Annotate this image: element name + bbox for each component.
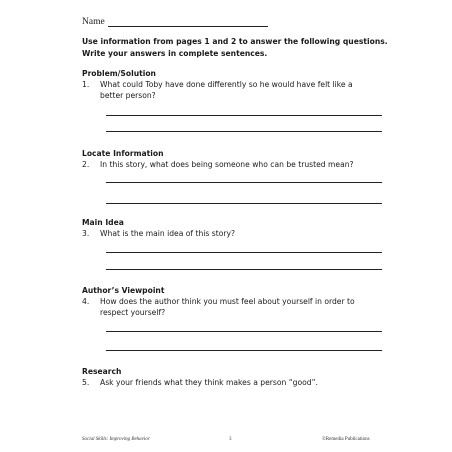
question-4	[82, 296, 392, 318]
question-text-line: What could Toby have done differently so he would have felt like a	[100, 80, 353, 89]
question-text-line: How does the author think you must feel about yourself in order to	[100, 297, 355, 306]
question-text-line: better person?	[100, 91, 156, 100]
section-heading: Main Idea	[82, 218, 124, 227]
name-row	[82, 17, 268, 27]
name-blank-line[interactable]	[108, 17, 268, 27]
section-heading: Problem/Solution	[82, 69, 156, 78]
section-heading: Research	[82, 367, 122, 376]
answer-line[interactable]	[106, 115, 382, 116]
section-authors-viewpoint	[82, 285, 392, 355]
section-research	[82, 366, 392, 396]
question-text-line: Ask your friends what they think makes a person “good”.	[100, 378, 318, 387]
footer-book-title: Social Skills: Improving Behavior	[82, 437, 150, 442]
answer-line[interactable]	[106, 131, 382, 132]
section-locate-information	[82, 148, 392, 210]
answer-line[interactable]	[106, 252, 382, 253]
answer-line[interactable]	[106, 182, 382, 183]
instructions	[82, 36, 402, 60]
question-number: 1.	[82, 80, 90, 89]
section-main-idea	[82, 217, 392, 275]
instructions-line-1: Use information from pages 1 and 2 to answer the following questions.	[82, 37, 388, 46]
question-number: 2.	[82, 160, 90, 169]
answer-line[interactable]	[106, 203, 382, 204]
question-3	[82, 228, 392, 239]
question-text-line: respect yourself?	[100, 308, 166, 317]
footer-publisher: ©Remedia Publications	[322, 437, 370, 442]
answer-line[interactable]	[106, 350, 382, 351]
answer-line[interactable]	[106, 269, 382, 270]
question-number: 5.	[82, 378, 90, 387]
question-5	[82, 377, 392, 388]
instructions-line-2: Write your answers in complete sentences.	[82, 49, 268, 58]
answer-line[interactable]	[106, 331, 382, 332]
name-label: Name	[82, 17, 105, 27]
question-number: 4.	[82, 297, 90, 306]
section-problem-solution	[82, 68, 392, 138]
question-2	[82, 159, 392, 170]
question-1	[82, 79, 392, 101]
question-text-line: In this story, what does being someone who can be trusted mean?	[100, 160, 354, 169]
section-heading: Author’s Viewpoint	[82, 286, 165, 295]
footer-page-number: 3	[229, 437, 232, 442]
question-text-line: What is the main idea of this story?	[100, 229, 236, 238]
question-number: 3.	[82, 229, 90, 238]
section-heading: Locate Information	[82, 149, 164, 158]
